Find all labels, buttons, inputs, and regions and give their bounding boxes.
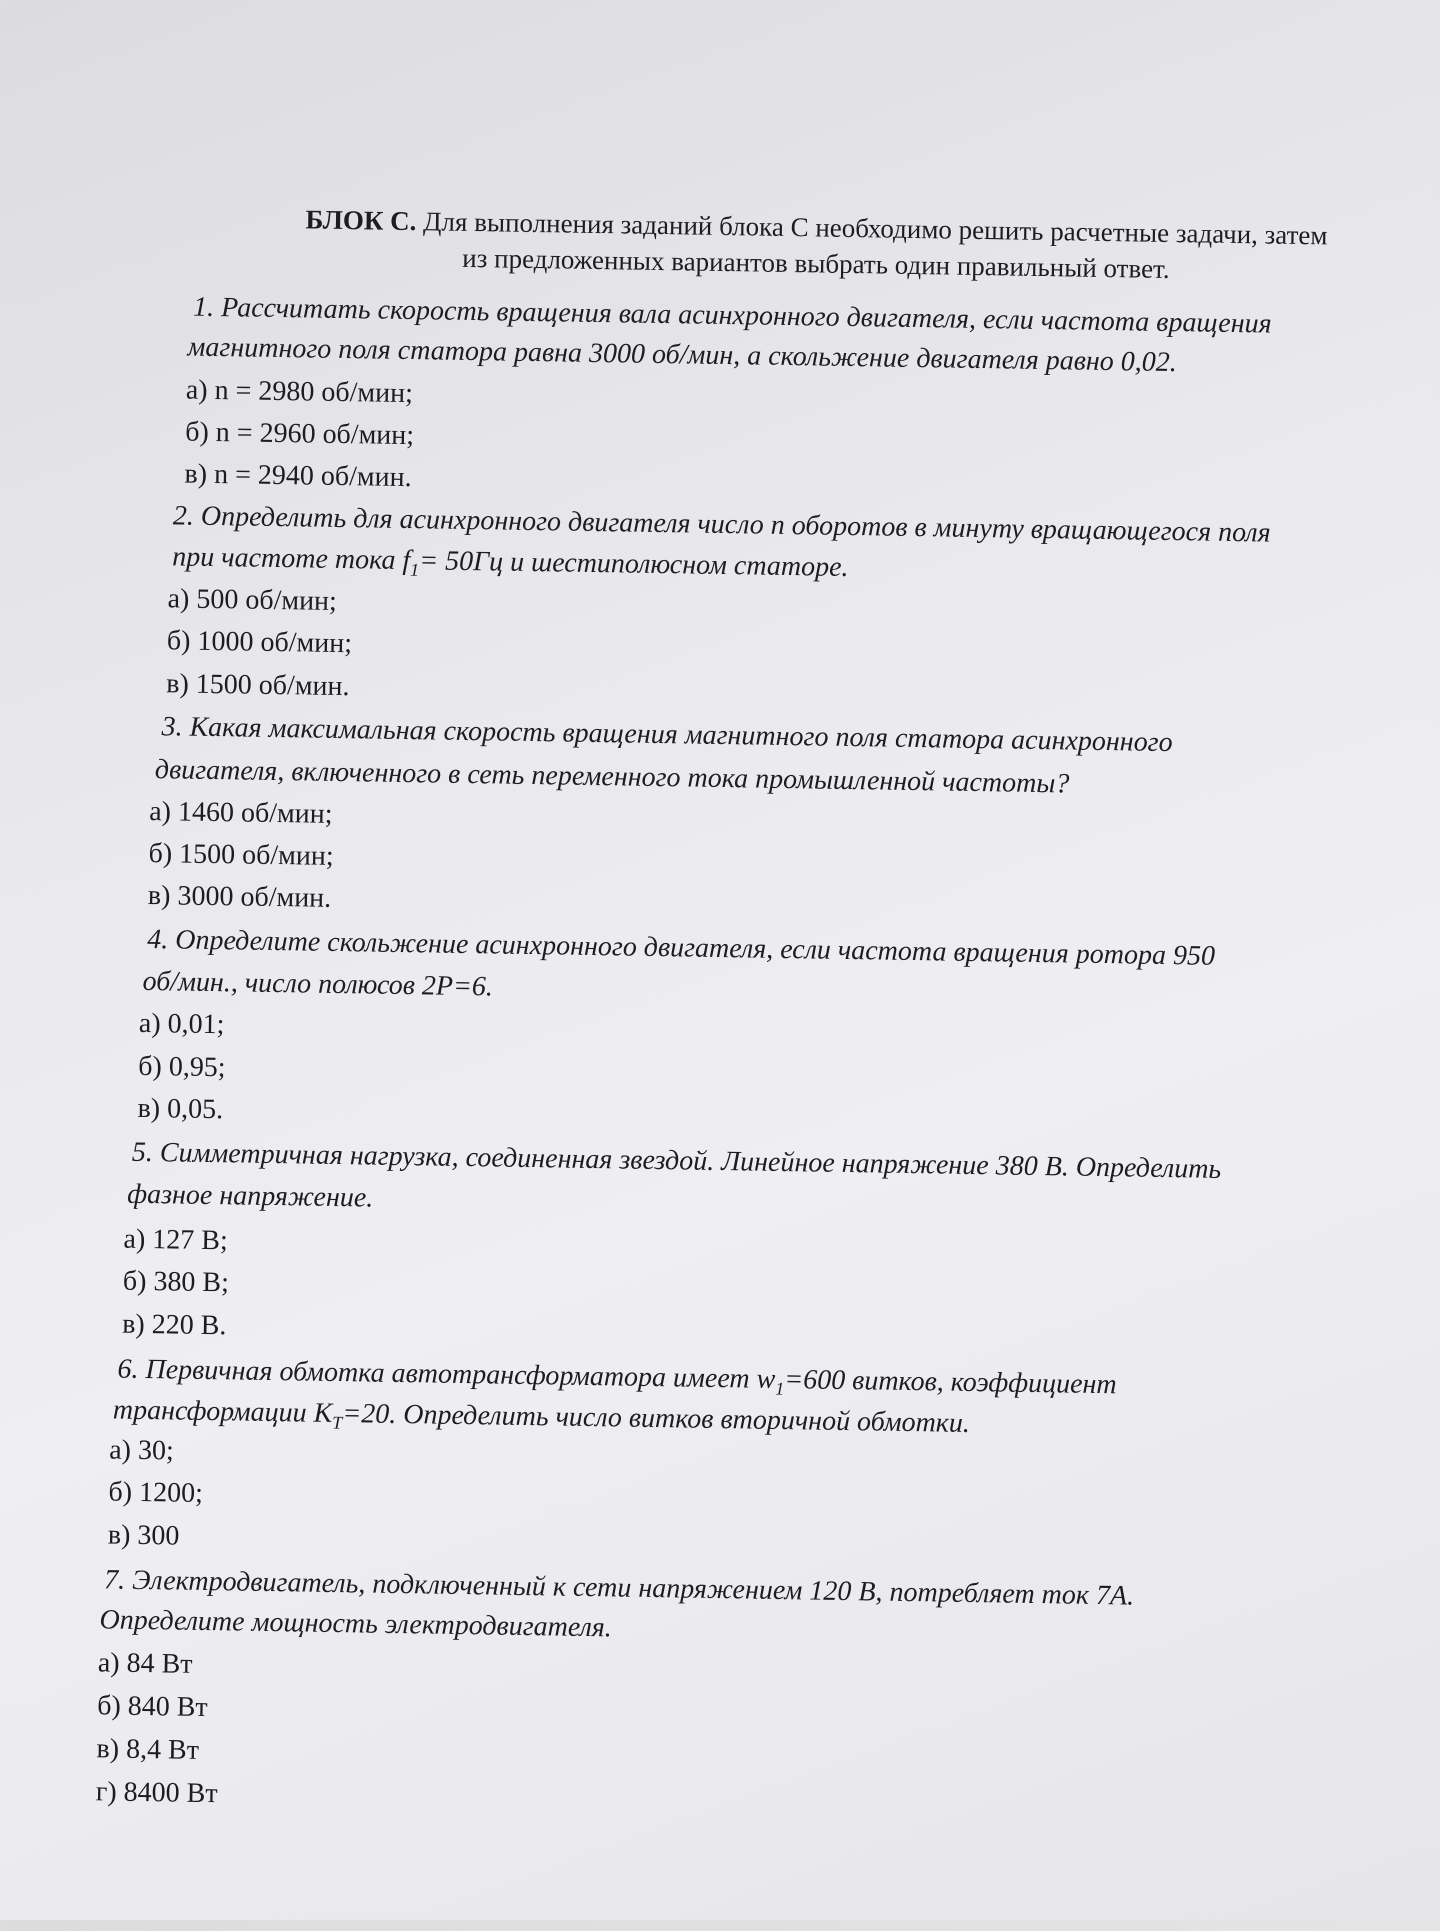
question-2-option-c: в) 1500 об/мин.: [166, 668, 350, 703]
question-3-option-c: в) 3000 об/мин.: [147, 880, 332, 914]
header-line-2: из предложенных вариантов выбрать один правильный ответ.: [462, 242, 1170, 284]
question-6-option-c: в) 300: [107, 1519, 180, 1552]
question-7-option-c: в) 8,4 Вт: [96, 1733, 200, 1766]
question-4-line-1: 4. Определите скольжение асинхронного двигателя, если частота вращения ротора 950: [147, 924, 1216, 972]
question-4-line-2: об/мин., число полюсов 2Р=6.: [142, 965, 494, 1003]
header-bold-label: БЛОК С.: [305, 204, 417, 237]
question-2-option-b: б) 1000 об/мин;: [166, 625, 353, 660]
question-4-option-a: а) 0,01;: [138, 1007, 225, 1041]
question-6-line-1: [117, 1353, 1117, 1403]
header-line-1-text: Для выполнения заданий блока С необходимо решить расчетные задачи, затем: [422, 206, 1328, 251]
question-6-option-b: б) 1200;: [108, 1476, 204, 1509]
question-2-subscript: 1: [409, 559, 420, 580]
question-4-option-c: в) 0,05.: [137, 1092, 224, 1126]
question-6-line-2-start: трансформации K: [112, 1394, 333, 1429]
question-3-line-1: 3. Какая максимальная скорость вращения магнитного поля статора асинхронного: [161, 711, 1173, 759]
question-5-line-1: 5. Симметричная нагрузка, соединенная звездой. Линейное напряжение 380 В. Определить: [131, 1136, 1222, 1185]
question-6-line-1-end: =600 витков, коэффициент: [784, 1364, 1117, 1401]
question-5-option-b: б) 380 В;: [122, 1265, 230, 1299]
question-6-line-2: [113, 1394, 971, 1441]
question-2-line-2-start: при частоте тока f: [172, 541, 411, 577]
question-6-option-a: а) 30;: [108, 1434, 174, 1467]
question-1-option-c: в) n = 2940 об/мин.: [184, 458, 412, 494]
question-5-option-c: в) 220 В.: [121, 1308, 227, 1342]
question-6-line-2-end: =20. Определить число витков вторичной обмотки.: [342, 1398, 971, 1439]
question-6-subscript-w: 1: [775, 1378, 785, 1399]
question-7-option-b: б) 840 Вт: [96, 1690, 208, 1724]
question-7-option-d: г) 8400 Вт: [95, 1776, 218, 1810]
question-2-option-a: а) 500 об/мин;: [167, 583, 338, 617]
question-6-subscript-k: T: [332, 1412, 343, 1433]
question-2-line-2: [172, 540, 849, 585]
question-6-line-1-start: 6. Первичная обмотка автотрансформатора имеет w: [117, 1353, 776, 1395]
question-7-line-2: Определите мощность электродвигателя.: [99, 1604, 613, 1644]
question-3-line-2: двигателя, включенного в сеть переменного тока промышленной частоты?: [154, 754, 1070, 800]
question-5-line-2: фазное напряжение.: [127, 1178, 374, 1214]
question-3-option-b: б) 1500 об/мин;: [148, 838, 334, 872]
question-1-line-2: магнитного поля статора равна 3000 об/мин, а скольжение двигателя равно 0,02.: [187, 331, 1178, 379]
question-1-option-b: б) n = 2960 об/мин;: [184, 416, 415, 452]
question-7-option-a: а) 84 Вт: [97, 1647, 193, 1680]
question-1-option-a: а) n = 2980 об/мин;: [185, 374, 414, 410]
question-4-option-b: б) 0,95;: [138, 1050, 226, 1084]
question-5-option-a: а) 127 В;: [123, 1223, 228, 1257]
question-2-line-2-end: = 50Гц и шестиполюсном статоре.: [419, 545, 849, 583]
question-7-line-1: 7. Электродвигатель, подключенный к сети напряжением 120 В, потребляет ток 7А.: [103, 1564, 1135, 1612]
question-3-option-a: а) 1460 об/мин;: [149, 796, 333, 830]
question-1-line-1: 1. Рассчитать скорость вращения вала асинхронного двигателя, если частота вращения: [192, 291, 1272, 340]
question-2-line-1: 2. Определить для асинхронного двигателя число n оборотов в минуту вращающегося поля: [172, 500, 1271, 549]
block-header: [206, 200, 1427, 291]
